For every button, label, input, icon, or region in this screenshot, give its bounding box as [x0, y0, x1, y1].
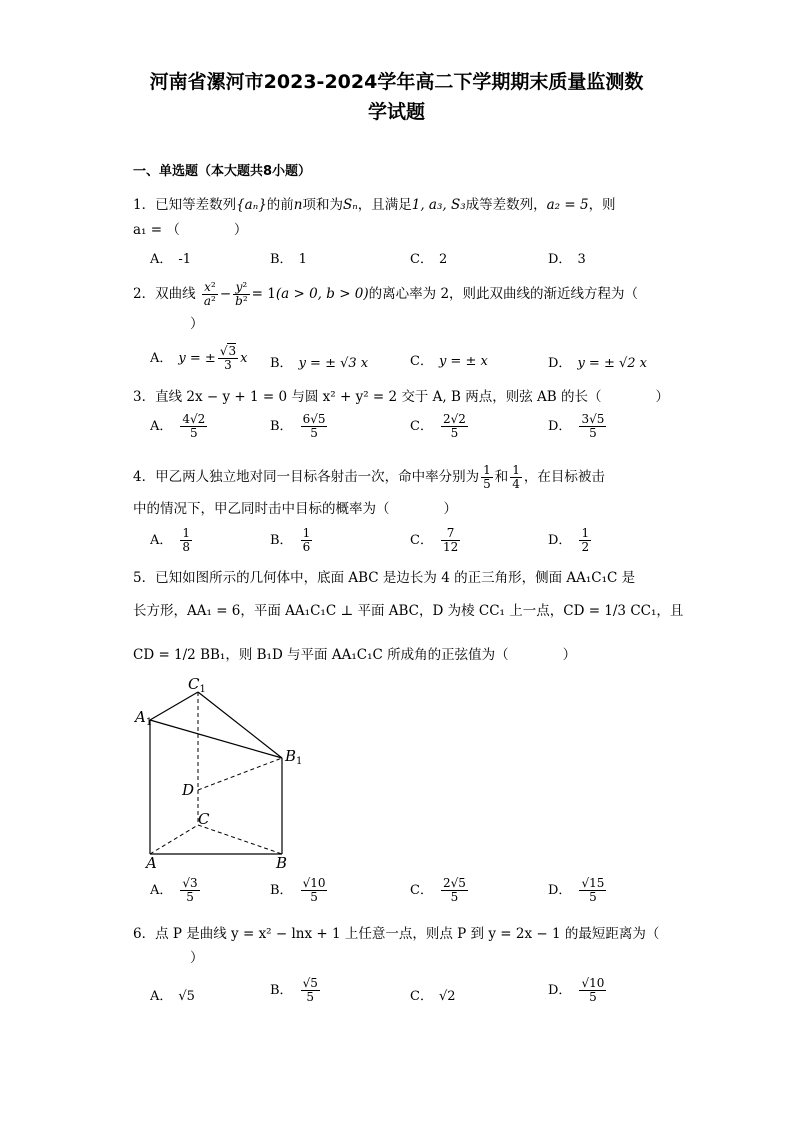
label-b: B	[276, 854, 288, 872]
question-5-line1: 5．已知如图所示的几何体中，底面 ABC 是边长为 4 的正三角形，侧面 AA₁C₁C 是	[133, 570, 636, 586]
segment-d-b1-hidden	[198, 758, 282, 790]
q6-option-d[interactable]: D． $\frac{√10}{5}$	[548, 976, 605, 1004]
question-2-line2: ）	[190, 316, 204, 332]
label-d: D	[182, 781, 195, 799]
question-6-line1: 6．点 P 是曲线 y = x² − lnx + 1 上任意一点，则点 P 到 y = 2x − 1 的最短距离为（	[133, 926, 660, 942]
label-c: C	[198, 810, 210, 828]
edge-a-c-hidden	[150, 825, 198, 854]
question-3: 3．直线 2x − y + 1 = 0 与圆 x² + y² = 2 交于 A, B 两点，则弦 AB 的长（ ）	[133, 389, 669, 405]
hyperbola-x-term: $\frac{\text{x²}}{\text{a²}}$	[203, 280, 216, 308]
edge-a1-c1	[150, 692, 198, 720]
q4-option-b[interactable]: B． $\frac{1}{6}$	[270, 526, 311, 554]
question-1-line1: 1．已知等差数列{aₙ}的前n项和为Sₙ，且满足1, a₃, S₃成等差数列，a₂ = 5，则	[133, 197, 616, 213]
label-a1: $A_1$	[135, 708, 153, 728]
q1-option-c[interactable]: C． 2	[410, 252, 448, 267]
q2-option-a[interactable]: A． y = ± $\frac{√3}{3}$ x	[150, 344, 248, 372]
question-6-line2: ）	[190, 950, 204, 966]
q3-option-d[interactable]: D． $\frac{3√5}{5}$	[548, 412, 605, 440]
edge-a1-b1	[150, 720, 282, 758]
edge-c-b-hidden	[198, 825, 282, 854]
question-5-line3: CD = 1/2 BB₁，则 B₁D 与平面 AA₁C₁C 所成角的正弦值为（ ）	[133, 647, 577, 663]
q1-option-a[interactable]: A． -1	[150, 252, 192, 267]
question-5-line2: 长方形，AA₁ = 6，平面 AA₁C₁C ⊥ 平面 ABC，D 为棱 CC₁ 上一点，CD = 1/3 CC₁，且	[133, 603, 684, 619]
q1-option-b[interactable]: B． 1	[270, 252, 307, 267]
exam-title-line1: 河南省漯河市2023-2024学年高二下学期期末质量监测数	[149, 71, 644, 93]
q4-option-c[interactable]: C． $\frac{7}{12}$	[410, 526, 459, 554]
q1-option-d[interactable]: D． 3	[548, 252, 586, 267]
q5-option-b[interactable]: B． $\frac{√10}{5}$	[270, 876, 326, 904]
q3-option-b[interactable]: B． $\frac{6√5}{5}$	[270, 412, 326, 440]
q3-option-c[interactable]: C． $\frac{2√2}{5}$	[410, 412, 466, 440]
label-c1: $C_1$	[188, 675, 206, 695]
q6-option-b[interactable]: B． $\frac{√5}{5}$	[270, 976, 318, 1004]
q5-option-a[interactable]: A． $\frac{√3}{5}$	[150, 876, 198, 904]
q4-option-a[interactable]: A． $\frac{1}{8}$	[150, 526, 191, 554]
q5-option-d[interactable]: D． $\frac{√15}{5}$	[548, 876, 605, 904]
question-4-line1: 4．甲乙两人独立地对同一目标各射击一次，命中率分别为 $\frac{1}{5}$ 和 $\frac{1}{4}$ ，在目标被击	[133, 463, 605, 491]
hyperbola-y-term: $\frac{\text{y²}}{\text{b²}}$	[235, 280, 248, 308]
question-4-line2: 中的情况下，甲乙同时击中目标的概率为（ ）	[133, 501, 457, 517]
q2-option-c[interactable]: C． y = ± x	[410, 354, 488, 369]
question-1-line2: a₁ = （ ）	[133, 222, 248, 238]
q3-option-a[interactable]: A． $\frac{4√2}{5}$	[150, 412, 206, 440]
q2-option-b[interactable]: B． y = ± √3 x	[270, 356, 369, 371]
edge-c1-b1	[198, 692, 282, 758]
exam-title-line2: 学试题	[367, 101, 425, 123]
q4-option-d[interactable]: D． $\frac{1}{2}$	[548, 526, 590, 554]
prism-figure	[130, 672, 320, 872]
q5-option-c[interactable]: C． $\frac{2√5}{5}$	[410, 876, 466, 904]
q6-option-c[interactable]: C． √2	[410, 989, 456, 1004]
label-b1: $B_1$	[285, 747, 303, 767]
section-heading: 一、单选题（本大题共8小题）	[133, 164, 312, 179]
label-a: A	[146, 854, 157, 872]
q6-option-a[interactable]: A． √5	[150, 989, 195, 1004]
question-2-line1: 2．双曲线 $\frac{\text{x²}}{\text{a²}}$ − $\frac{\text{y²}}{\text{b²}}$ = 1(a > 0, b > 0)的离心率为 2，则此双曲线的渐近线方程为（	[133, 280, 639, 308]
q2-option-d[interactable]: D． y = ± √2 x	[548, 356, 647, 371]
